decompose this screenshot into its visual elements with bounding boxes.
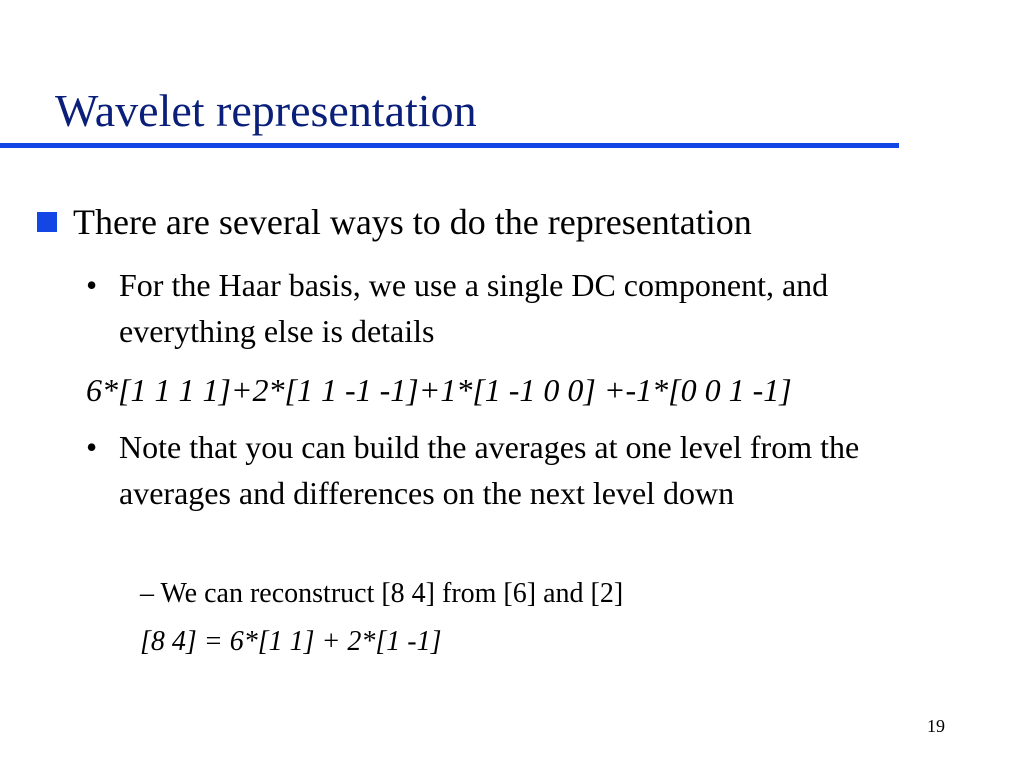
page-number: 19 — [927, 716, 945, 736]
square-bullet-icon — [37, 212, 57, 232]
dot-bullet-icon: • — [86, 267, 98, 303]
formula-haar: 6*[1 1 1 1]+2*[1 1 -1 -1]+1*[1 -1 0 0] +-1*[0 0 1 -1] — [86, 372, 792, 408]
slide-title: Wavelet representation — [55, 85, 477, 136]
dot-bullet-icon: • — [86, 429, 98, 465]
sub-bullet-haar — [86, 262, 966, 354]
sub-bullet-averages-text: Note that you can build the averages at one level from the averages and differences on the next level down — [119, 429, 860, 511]
main-bullet-text: There are several ways to do the representation — [73, 202, 752, 242]
sub-sub-bullet-reconstruct: – We can reconstruct [8 4] from [6] and [2] — [140, 578, 624, 609]
title-underline — [0, 143, 899, 148]
sub-bullet-averages — [86, 424, 966, 516]
sub-bullet-haar-text: For the Haar basis, we use a single DC component, and everything else is details — [119, 267, 829, 349]
main-bullet — [37, 198, 752, 246]
formula-reconstruct: [8 4] = 6*[1 1] + 2*[1 -1] — [140, 626, 442, 657]
